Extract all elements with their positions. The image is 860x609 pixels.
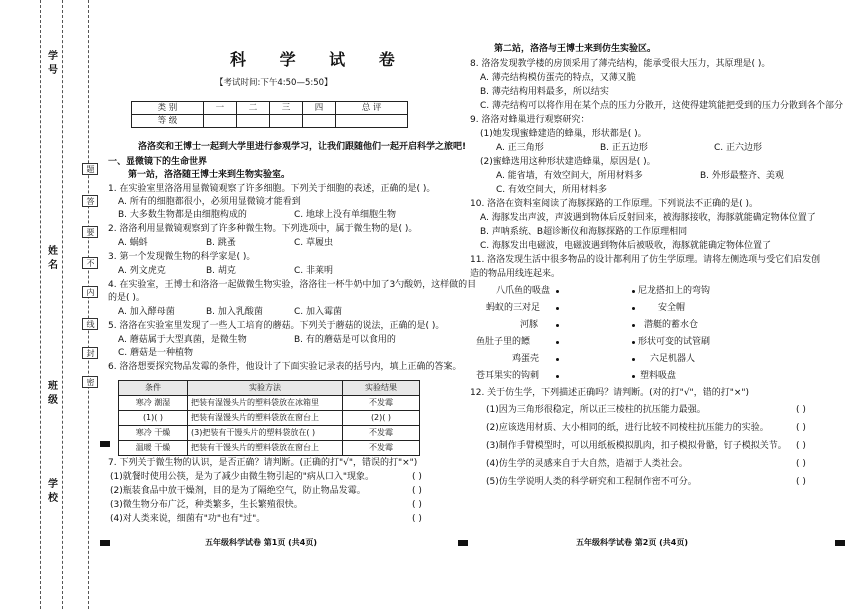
score-cell: 二	[236, 102, 269, 115]
score-cell: 四	[303, 102, 336, 115]
registration-mark	[835, 540, 845, 546]
table-row	[119, 396, 420, 411]
q7-item-2: (2)瓶装食品中放干燥剂，目的是为了隔绝空气，防止物品发霉。	[110, 486, 366, 496]
q5-option-a: A. 蘑菇属于大型真菌，是微生物	[118, 335, 247, 345]
q12-answer-4[interactable]: ( )	[796, 459, 806, 469]
score-cell: 一	[203, 102, 236, 115]
seal-char: 封	[82, 347, 98, 359]
match-dot[interactable]	[556, 290, 559, 293]
table-row	[119, 441, 420, 456]
table-row	[119, 411, 420, 426]
seal-char: 密	[82, 376, 98, 388]
intro-text: 洛洛奕和王博士一起到大学里进行参观学习，让我们跟随他们一起开启科学之旅吧!	[138, 142, 467, 152]
match-right-item: 潜艇的蓄水仓	[644, 320, 699, 330]
school-label: 学校	[45, 478, 57, 506]
exam-title: 科 学 试 卷	[230, 50, 409, 69]
match-dot[interactable]	[556, 307, 559, 310]
match-dot[interactable]	[632, 341, 635, 344]
class-label: 班级	[45, 380, 57, 408]
q10-option-b: B. 声呐系统、B超诊断仪和海豚探路的工作原理相同	[480, 227, 688, 237]
table-cell: 把装有湿馒头片的塑料袋放在窗台上	[188, 411, 343, 426]
table-row	[119, 426, 420, 441]
q7-answer-1[interactable]: ( )	[412, 472, 422, 482]
q1-option-c: C. 地球上没有单细胞生物	[294, 210, 397, 220]
grade-cell[interactable]	[269, 115, 302, 128]
table-cell: 寒冷 干燥	[119, 426, 188, 441]
q1-option-a: A. 所有的细胞都很小，必须用显微镜才能看到	[118, 197, 301, 207]
q4-option-a: A. 加入酵母菌	[118, 307, 175, 317]
q9-sub1-option-b: B. 正五边形	[600, 143, 648, 153]
grade-cell[interactable]	[236, 115, 269, 128]
q8-option-b: B. 薄壳结构用料最多，所以结实	[480, 87, 609, 97]
table-cell: 不发霉	[343, 441, 420, 456]
grade-cell[interactable]	[203, 115, 236, 128]
table-header: 实验结果	[343, 381, 420, 396]
q7-item-3: (3)微生物分布广泛，种类繁多，生长繁殖很快。	[110, 500, 303, 510]
q4-option-b: B. 加入乳酸菌	[206, 307, 263, 317]
binding-line-seal	[88, 0, 89, 609]
q7-stem: 7. 下列关于微生物的认识，是否正确？请判断。(正确的打"√"，错误的打"×")	[108, 458, 418, 468]
seal-char: 要	[82, 226, 98, 238]
answer-blank-2[interactable]: (2)( )	[343, 411, 420, 426]
match-right-item: 塑料吸盘	[640, 371, 677, 381]
match-dot[interactable]	[556, 324, 559, 327]
q10-option-c: C. 海豚发出电磁波，电磁波遇到物体后被吸收，海豚就能确定物体位置了	[480, 241, 772, 251]
q3-stem: 3. 第一个发现微生物的科学家是( )。	[108, 252, 256, 262]
seal-char: 答	[82, 195, 98, 207]
q8-stem: 8. 洛洛发现教学楼的房顶采用了薄壳结构，能承受很大压力，其原理是( )。	[470, 59, 771, 69]
student-number-label: 学号	[45, 50, 57, 78]
name-label: 姓名	[45, 245, 57, 273]
match-right-item: 六足机器人	[650, 354, 696, 364]
score-cell: 等 级	[132, 115, 204, 128]
match-left-item: 鸡蛋壳	[512, 354, 540, 364]
station-heading: 第一站，洛洛随王博士来到生物实验室。	[128, 170, 291, 180]
q1-option-b: B. 大多数生物都是由细胞构成的	[118, 210, 247, 220]
registration-mark	[458, 540, 468, 546]
q12-answer-3[interactable]: ( )	[796, 441, 806, 451]
q10-option-a: A. 海豚发出声波，声波遇到物体后反射回来，被海豚接收，海豚就能确定物体位置了	[480, 213, 816, 223]
binding-line-outer	[40, 0, 41, 609]
q12-item-5: (5)仿生学说明人类的科学研究和工程制作密不可分。	[486, 477, 697, 487]
match-left-item: 八爪鱼的吸盘	[496, 286, 551, 296]
q12-answer-5[interactable]: ( )	[796, 477, 806, 487]
q7-answer-3[interactable]: ( )	[412, 500, 422, 510]
q12-item-3: (3)制作手臂模型时，可以用纸板模拟肌肉，扣子模拟骨骼，钉子模拟关节。	[486, 441, 787, 451]
seal-char: 内	[82, 286, 98, 298]
match-dot[interactable]	[632, 324, 635, 327]
q9-stem: 9. 洛洛对蜂巢进行观察研究：	[470, 115, 590, 125]
q9-sub1: (1)她发现蜜蜂建造的蜂巢，形状都是( )。	[480, 129, 647, 139]
q9-sub2: (2)蜜蜂选用这种形状建造蜂巢，原因是( )。	[480, 157, 656, 167]
q2-option-b: B. 跳蚤	[206, 238, 236, 248]
match-dot[interactable]	[632, 375, 635, 378]
q11-stem: 11. 洛洛发现生活中很多物品的设计都利用了仿生学原理。请将左侧选项与受它们启发创	[470, 255, 821, 265]
q5-option-c: C. 蘑菇是一种植物	[118, 348, 194, 358]
seal-char: 不	[82, 257, 98, 269]
score-cell: 类 别	[132, 102, 204, 115]
q6-experiment-table	[118, 380, 420, 456]
q12-stem: 12. 关于仿生学，下列描述正确吗？请判断。(对的打"√"，错的打"×")	[470, 388, 750, 398]
q2-option-a: A. 蜗蚪	[118, 238, 148, 248]
q8-option-a: A. 薄壳结构模仿蛋壳的特点，又薄又脆	[480, 73, 636, 83]
q12-item-1: (1)因为三角形很稳定，所以正三棱柱的抗压能力最强。	[486, 405, 706, 415]
match-dot[interactable]	[632, 358, 635, 361]
score-cell: 三	[269, 102, 302, 115]
table-cell: 不发霉	[343, 396, 420, 411]
table-cell: 把装有湿馒头片的塑料袋放在冰箱里	[188, 396, 343, 411]
q7-answer-2[interactable]: ( )	[412, 486, 422, 496]
grade-cell[interactable]	[303, 115, 336, 128]
score-table	[131, 101, 408, 128]
match-left-item: 鱼肚子里的鳔	[476, 337, 531, 347]
q7-item-4: (4)对人类来说，细菌有"功"也有"过"。	[110, 514, 266, 524]
q7-item-1: (1)就餐时使用公筷，是为了减少由微生物引起的"病从口入"现象。	[110, 472, 375, 482]
q9-sub1-option-a: A. 正三角形	[496, 143, 544, 153]
section-heading: 一、显微镜下的生命世界	[108, 157, 208, 167]
match-dot[interactable]	[632, 290, 635, 293]
table-header: 条件	[119, 381, 188, 396]
q9-sub2-option-a: A. 能省墙，有效空间大，所用材料多	[496, 171, 643, 181]
q12-answer-2[interactable]: ( )	[796, 423, 806, 433]
seal-char: 线	[82, 318, 98, 330]
match-right-item: 安全帽	[658, 303, 686, 313]
q4-stem-cont: 的是( )。	[108, 293, 145, 303]
match-right-item: 尼龙搭扣上的弯钩	[638, 286, 711, 296]
q11-stem-cont: 造的物品用线连起来。	[470, 269, 561, 279]
q5-option-b: B. 有的蘑菇是可以食用的	[294, 335, 396, 345]
table-cell: 不发霉	[343, 426, 420, 441]
q12-answer-1[interactable]: ( )	[796, 405, 806, 415]
match-left-item: 蚂蚁的三对足	[486, 303, 541, 313]
q6-stem: 6. 洛洛想要探究物品发霉的条件，他设计了下面实验记录表的括号内，填上正确的答案。	[108, 362, 462, 372]
q4-option-c: C. 加入霉菌	[294, 307, 343, 317]
page-footer-1: 五年级科学试卷 第1页 (共4页)	[205, 538, 318, 547]
match-left-item: 苍耳果实的钩刺	[476, 371, 540, 381]
station-heading: 第二站，洛洛与王博士来到仿生实验区。	[494, 44, 657, 54]
q1-stem: 1. 在实验室里洛洛用显微镜观察了许多细胞。下列关于细胞的表述，正确的是( )。	[108, 184, 436, 194]
q7-answer-4[interactable]: ( )	[412, 514, 422, 524]
q9-sub1-option-c: C. 正六边形	[714, 143, 763, 153]
q4-stem: 4. 在实验室，王博士和洛洛一起做微生物实验，洛洛往一杯牛奶中加了3勺酸奶，这样做的目	[108, 280, 477, 290]
match-dot[interactable]	[556, 358, 559, 361]
match-dot[interactable]	[556, 375, 559, 378]
answer-blank-1[interactable]: (1)( )	[119, 411, 188, 426]
table-cell: 温暖 干燥	[119, 441, 188, 456]
q2-stem: 2. 洛洛利用显微镜观察到了许多种微生物。下列选项中，属于微生物的是( )。	[108, 224, 418, 234]
q8-option-c: C. 薄壳结构可以将作用在某个点的压力分散开，这使得建筑能把受到的压力分散到各个部分	[480, 101, 844, 111]
q5-stem: 5. 洛洛在实验室里发现了一些人工培育的蘑菇。下列关于蘑菇的说法，正确的是( )。	[108, 321, 445, 331]
page-footer-2: 五年级科学试卷 第2页 (共4页)	[576, 538, 689, 547]
binding-line-inner	[62, 0, 63, 609]
table-cell: 寒冷 潮湿	[119, 396, 188, 411]
q9-sub2-option-c: C. 有效空间大，所用材料多	[496, 185, 608, 195]
registration-mark	[100, 441, 110, 447]
q3-option-b: B. 胡克	[206, 266, 236, 276]
q12-item-2: (2)应该选用材质、大小相同的纸，进行比较不同棱柱抗压能力的实验。	[486, 423, 769, 433]
table-header: 实验方法	[188, 381, 343, 396]
q3-option-a: A. 列文虎克	[118, 266, 166, 276]
score-cell: 总 评	[336, 102, 408, 115]
seal-char: 题	[82, 163, 98, 175]
match-left-item: 河豚	[520, 320, 539, 330]
answer-blank-3[interactable]: (3)把装有干馒头片的塑料袋放在( )	[188, 426, 343, 441]
q10-stem: 10. 洛洛在资料室阅读了海豚探路的工作原理。下列说法不正确的是( )。	[470, 199, 759, 209]
q2-option-c: C. 草履虫	[294, 238, 334, 248]
registration-mark	[100, 540, 110, 546]
q12-item-4: (4)仿生学的灵感来自于大自然，造福于人类社会。	[486, 459, 688, 469]
grade-cell[interactable]	[336, 115, 408, 128]
match-dot[interactable]	[632, 307, 635, 310]
q9-sub2-option-b: B. 外形最整齐、美观	[700, 171, 784, 181]
table-cell: 把装有干馒头片的塑料袋放在窗台上	[188, 441, 343, 456]
q3-option-c: C. 非莱明	[294, 266, 334, 276]
match-dot[interactable]	[556, 341, 559, 344]
match-right-item: 形状可变的试管刷	[638, 337, 711, 347]
exam-time: 【考试时间:下午4:50—5:50】	[215, 78, 333, 88]
